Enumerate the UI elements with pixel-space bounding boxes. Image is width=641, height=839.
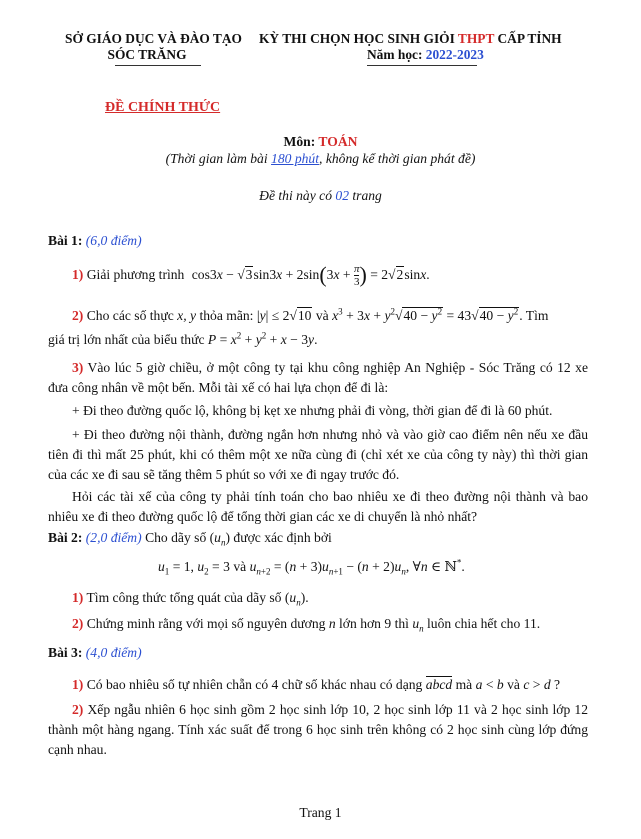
bai1-option1: + Đi theo đường quốc lộ, không bị kẹt xe nhưng phải đi vòng, thời gian để đi là 60 phút. [72, 403, 553, 418]
subject-line: Môn: TOÁN [283, 134, 358, 149]
bai1-q2: 2) Cho các số thực x, y thỏa mãn: |y| ≤ 2√10 và $x^3 + 3x + y^2√40 - y^2 = 43√40 - y^2$. Tìm [72, 306, 549, 323]
pages-line: Đề thi này có 02 trang [259, 188, 382, 203]
official-label: ĐỀ CHÍNH THỨC [105, 100, 221, 115]
equation-1: cos3x − √3sin3x + 2sin(3x + $\frac{\pi}{3}$ ) = 2√2sinx. [191, 262, 430, 289]
department-name: SỞ GIÁO DỤC VÀ ĐÀO TẠO [65, 31, 242, 46]
bai1-q2-line2: giá trị lớn nhất của biểu thức $P = x^2 + y^2 + x - 3y$. [48, 330, 318, 347]
bai1-q3: 3) Vào lúc 5 giờ chiều, ở một công ty tại khu công nghiệp An Nghiệp - Sóc Trăng có 12 xe đưa công nhân về một bến. Mỗi tài xế có hai lựa chọn để đi là: [48, 360, 588, 395]
time-line: (Thời gian làm bài 180 phút, không kể thời gian phát đề) [165, 151, 476, 166]
bai1-heading: Bài 1: (6,0 điểm) [48, 233, 142, 248]
bai3-heading: Bài 3: (4,0 điểm) [48, 645, 142, 660]
bai2-recurrence: $u_1 = 1$, $u_2 = 3$ và $u_{n+2} = (n + 3)u_{n+1} - (n + 2)u_n$, ∀n ∈ ℕ*. [158, 557, 465, 577]
bai3-q2: 2) Xếp ngẫu nhiên 6 học sinh gồm 2 học sinh lớp 10, 2 học sinh lớp 11 và 2 học sinh lớp 12 thành một hàng ngang. Tính xác suất để trong 6 học sinh trên không có 2 học sinh cùng lớp đứng cạnh nhau. [48, 702, 588, 757]
bai2-heading: Bài 2: (2,0 điểm) Cho dãy số $(u_n)$ được xác định bởi [48, 530, 332, 548]
page-number: Trang 1 [299, 805, 342, 820]
bai2-q2: 2) Chứng minh rằng với mọi số nguyên dương n lớn hơn 9 thì $u_n$ luôn chia hết cho 11. [72, 616, 541, 634]
bai1-option2: + Đi theo đường nội thành, đường ngắn hơn nhưng nhỏ và vào giờ cao điểm nên nếu xe đầu tiên đi thì mất 25 phút, khi có thêm một xe nữa cùng đi (chỉ xét xe của công ty này) thì thời gian của các xe đi sau sẽ tăng thêm 5 phút so với xe đi ngay trước đó. [48, 427, 588, 482]
bai1-q1: 1) Giải phương trình cos3x − √3sin3x + 2sin(3x + $\frac{\pi}{3}$ ) = 2√2sinx. [72, 262, 430, 289]
province-name: SÓC TRĂNG [107, 47, 187, 62]
bai2-q1: 1) Tìm công thức tổng quát của dãy số $(u_n)$. [72, 590, 309, 608]
bai3-q1: 1) Có bao nhiêu số tự nhiên chẵn có 4 chữ số khác nhau có dạng abcd mà a < b và c > d ? [72, 677, 561, 692]
exam-title: KỲ THI CHỌN HỌC SINH GIỎI THPT CẤP TỈNH [259, 31, 562, 46]
header-left-rule [115, 65, 201, 66]
header-right-rule [367, 65, 477, 66]
school-year: Năm học: 2022-2023 [367, 47, 484, 62]
bai1-question: Hỏi các tài xế của công ty phải tính toán cho bao nhiêu xe đi theo đường nội thành và bao nhiêu xe đi theo đường quốc lộ để tổng thời gian các xe di chuyển là nhỏ nhất? [48, 489, 588, 524]
